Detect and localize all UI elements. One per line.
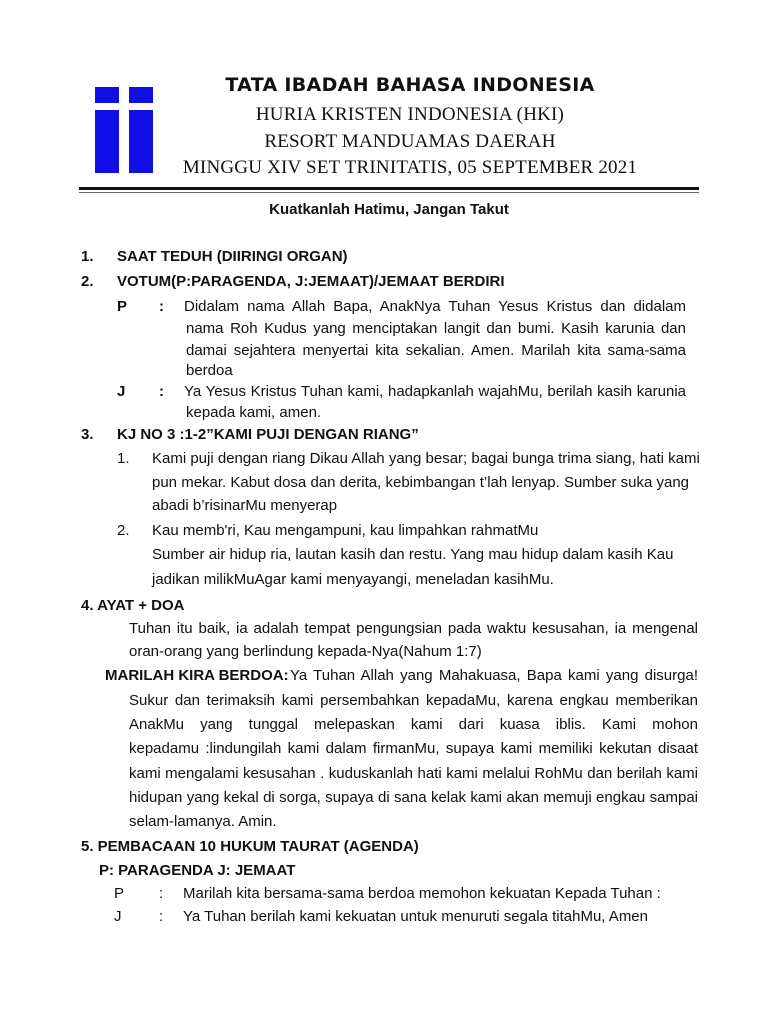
service-date: MINGGU XIV SET TRINITATIS, 05 SEPTEMBER 2021 [182,157,638,178]
votum-j-line: Ya Yesus Kristus Tuhan kami, hadapkanlah wajahMu, berilah kasih karunia [184,383,686,400]
section-2-number: 2. [81,273,94,290]
votum-j-label: J [117,383,126,400]
law-j-label: J [114,908,122,925]
prayer-line: selam-lamanya. Amin. [129,813,277,830]
hymn-verse-1-line: Kami puji dengan riang Dikau Allah yang besar; bagai bunga trima siang, hati kami [152,450,700,467]
hymn-verse-2-line: Kau memb'ri, Kau mengampuni, kau limpahkan rahmatMu [152,522,539,539]
hymn-verse-1-line: pun mekar. Kabut dosa dan derita, kebimbangan t’lah lenyap. Sumber suka yang [152,474,690,491]
votum-p-line: Didalam nama Allah Bapa, AnakNya Tuhan Yesus Kristus dan didalam [184,298,686,315]
prayer-line: AnakMu yang tunggal melepaskan kami dari kuasa iblis. Kami mohon [129,716,698,733]
header-rule [79,187,699,190]
law-p-colon: : [159,885,164,902]
section-4-title: 4. AYAT + DOA [81,597,185,614]
section-2-title: VOTUM(P:PARAGENDA, J:JEMAAT)/JEMAAT BERDIRI [117,273,505,290]
hymn-verse-2-line: Sumber air hidup ria, lautan kasih dan restu. Yang mau hidup dalam kasih Kau [152,546,674,563]
document-title: TATA IBADAH BAHASA INDONESIA [225,74,595,96]
votum-j-line: kepada kami, amen. [186,404,322,421]
hymn-verse-2-line: jadikan milikMuAgar kami menyayangi, meneladan kasihMu. [152,571,554,588]
prayer-first-line: Ya Tuhan Allah yang Mahakuasa, Bapa kami yang disurga! [290,667,698,684]
section-1-number: 1. [81,248,94,265]
hymn-verse-1-number: 1. [117,450,130,467]
section-3-number: 3. [81,426,94,443]
section-3-title: KJ NO 3 :1-2”KAMI PUJI DENGAN RIANG” [117,426,419,443]
prayer-line: kepadamu :lindungilah kami dalam firmanMu, supaya kami memiliki kekutan disaat [129,740,698,757]
votum-p-line: nama Roh Kudus yang menciptakan langit dan bumi. Kasih karunia dan [186,320,686,337]
prayer-line: hidupan yang kekal di sorga, supaya di sana kelak kami akan memuji engkau sampai [129,789,698,806]
law-j-colon: : [159,908,164,925]
church-name: HURIA KRISTEN INDONESIA (HKI) [255,104,565,125]
resort-name: RESORT MANDUAMAS DAERAH [264,131,556,152]
prayer-label: MARILAH KIRA BERDOA: [105,667,289,684]
section-5-title: 5. PEMBACAAN 10 HUKUM TAURAT (AGENDA) [81,838,419,855]
hymn-verse-1-line: abadi b’risinarMu menyerap [152,497,338,514]
section-1-title: SAAT TEDUH (DIIRINGI ORGAN) [117,248,348,265]
header-rule-thin [79,192,699,193]
theme-title: Kuatkanlah Hatimu, Jangan Takut [269,201,509,218]
bible-verse-line: Tuhan itu baik, ia adalah tempat pengungsian pada waktu kesusahan, ia mengenal [129,620,698,637]
prayer-line: kami mengalami kesusahan . kuduskanlah hati kami melalui RohMu dan berilah kami [129,765,698,782]
law-j-text: Ya Tuhan berilah kami kekuatan untuk menuruti segala titahMu, Amen [183,908,648,925]
section-5-subtitle: P: PARAGENDA J: JEMAAT [99,862,296,879]
votum-p-label: P [117,298,128,315]
hymn-verse-2-number: 2. [117,522,130,539]
votum-j-colon: : [159,383,164,400]
votum-p-line: berdoa [186,362,233,379]
bible-verse-line: oran-orang yang berlindung kepada-Nya(Nahum 1:7) [129,643,482,660]
church-logo [95,87,155,173]
votum-p-line: damai sejahtera menyertai kita sekalian. Amen. Marilah kita sama-sama [186,342,686,359]
law-p-text: Marilah kita bersama-sama berdoa memohon kekuatan Kepada Tuhan : [183,885,661,902]
law-p-label: P [114,885,125,902]
votum-p-colon: : [159,298,164,315]
prayer-line: Sukur dan terimaksih kami persembahkan kepadaMu, karena engkau memberikan [129,692,698,709]
